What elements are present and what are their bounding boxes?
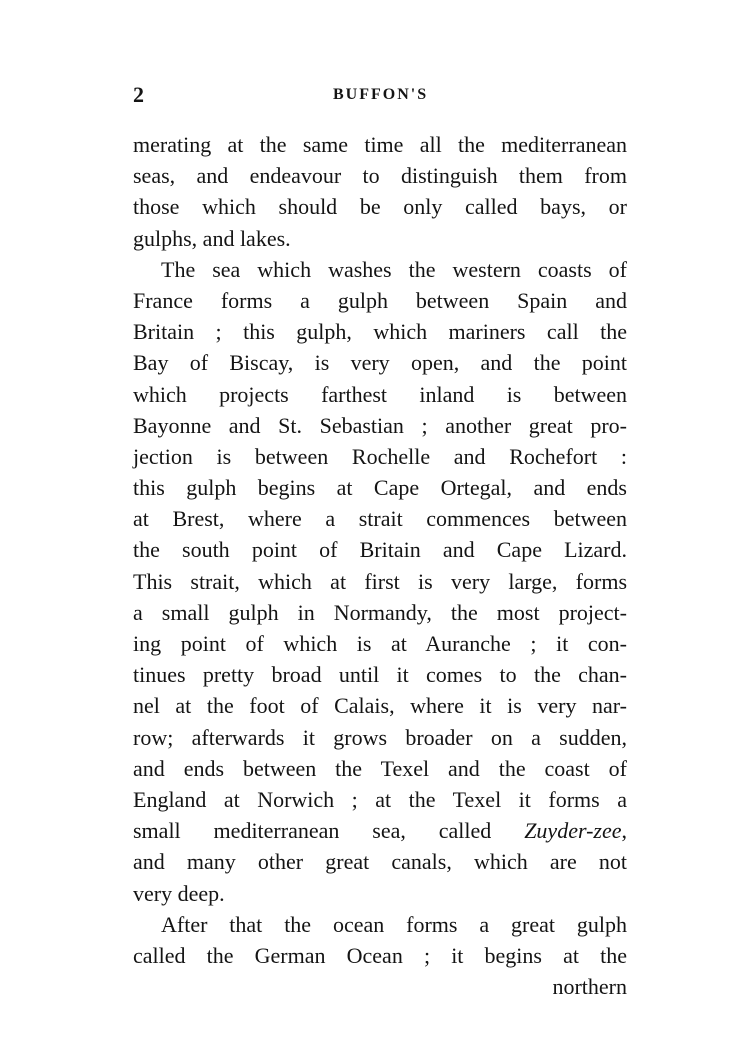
- text-line: tinues pretty broad until it comes to the chan-: [133, 662, 627, 688]
- text-line: which projects farthest inland is between: [133, 381, 627, 407]
- text-line: at Brest, where a strait commences between: [133, 506, 627, 532]
- text-line: jection is between Rochelle and Rochefort :: [133, 443, 627, 469]
- text-line: ing point of which is at Auranche ; it con-: [133, 631, 627, 656]
- text-line: a small gulph in Normandy, the most project-: [133, 599, 627, 625]
- text-line: very deep.: [133, 880, 225, 906]
- running-head: BUFFON'S: [333, 86, 429, 103]
- text-line: England at Norwich ; at the Texel it forms a: [133, 786, 627, 812]
- paragraph-1: [133, 129, 627, 254]
- text-line: This strait, which at first is very large, forms: [133, 568, 627, 594]
- text-line: the south point of Britain and Cape Lizard.: [133, 537, 627, 563]
- text-line: gulphs, and lakes.: [133, 225, 291, 251]
- text-line: Britain ; this gulph, which mariners call the: [133, 319, 627, 345]
- text-line: this gulph begins at Cape Ortegal, and ends: [133, 475, 627, 501]
- text-line: nel at the foot of Calais, where it is very nar-: [133, 693, 627, 719]
- text-segment: small mediterranean sea, called: [133, 818, 525, 844]
- text-line: France forms a gulph between Spain and: [133, 287, 627, 313]
- body-text: [133, 129, 627, 1002]
- text-line: merating at the same time all the mediterranean: [133, 132, 627, 157]
- text-line-with-italic: [133, 815, 627, 846]
- text-line: and ends between the Texel and the coast of: [133, 755, 627, 781]
- text-line: Bayonne and St. Sebastian ; another great pro-: [133, 412, 627, 438]
- paragraph-3: [133, 909, 627, 971]
- text-line: and many other great canals, which are not: [133, 849, 627, 875]
- catchword: northern: [552, 974, 627, 1000]
- text-line: those which should be only called bays, or: [133, 194, 627, 220]
- text-line: called the German Ocean ; it begins at the: [133, 942, 627, 968]
- italic-place-name: Zuyder-zee: [524, 818, 622, 844]
- paragraph-2: [133, 254, 627, 909]
- text-line: After that the ocean forms a great gulph: [161, 911, 627, 937]
- page-number: 2: [133, 82, 144, 107]
- text-segment: ,: [621, 818, 627, 844]
- page-header: [133, 82, 627, 112]
- text-line: The sea which washes the western coasts of: [161, 256, 627, 282]
- text-line: row; afterwards it grows broader on a sudden,: [133, 724, 627, 750]
- text-line: seas, and endeavour to distinguish them from: [133, 163, 627, 189]
- text-line: Bay of Biscay, is very open, and the point: [133, 350, 627, 376]
